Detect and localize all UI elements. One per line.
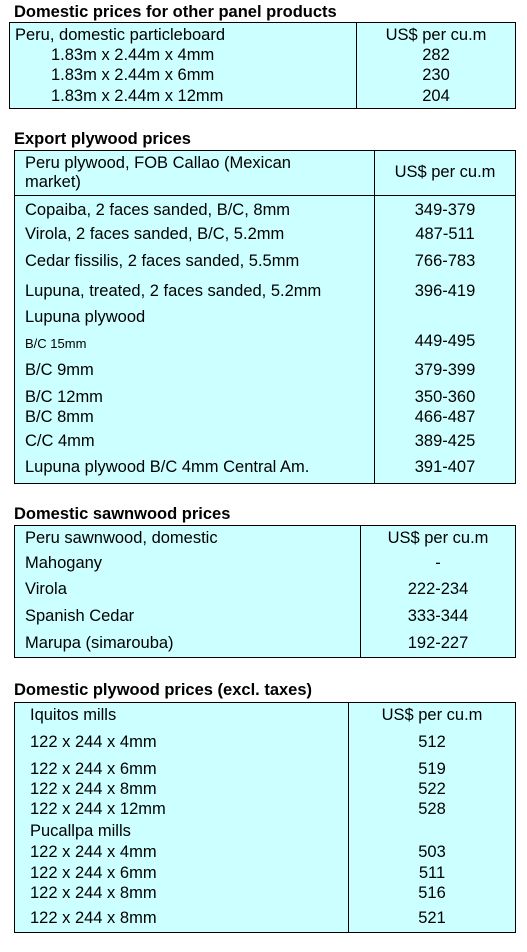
table-row-label: 122 x 244 x 8mm bbox=[30, 884, 157, 902]
table-row-value: 449-495 bbox=[414, 332, 476, 350]
table-row-value: - bbox=[435, 554, 441, 572]
table-row-label: B/C 8mm bbox=[25, 408, 94, 426]
table-header-label: Peru sawnwood, domestic bbox=[25, 529, 218, 547]
table-row-label: 122 x 244 x 8mm bbox=[30, 780, 157, 798]
table-row-value: 396-419 bbox=[414, 282, 476, 300]
table-header-label: Iquitos mills bbox=[30, 706, 117, 724]
table-header-label: Peru plywood, FOB Callao (Mexican bbox=[25, 154, 291, 172]
table-row-label: B/C 9mm bbox=[25, 361, 94, 379]
table-row-label: Pucallpa mills bbox=[30, 822, 131, 840]
table-row-label: Lupuna plywood B/C 4mm Central Am. bbox=[25, 458, 310, 476]
table-header-unit: US$ per cu.m bbox=[385, 26, 487, 44]
table-header-unit: US$ per cu.m bbox=[387, 529, 489, 547]
table-row-label: 122 x 244 x 8mm bbox=[30, 909, 157, 927]
table-row-value: 222-234 bbox=[407, 580, 469, 598]
table-header-label: market) bbox=[25, 173, 81, 191]
table-header-label: Peru, domestic particleboard bbox=[15, 26, 226, 44]
table-row-value: 466-487 bbox=[414, 408, 476, 426]
table-row-label: B/C 12mm bbox=[25, 388, 103, 406]
table-row-label: 122 x 244 x 4mm bbox=[30, 733, 157, 751]
table-row-label: 122 x 244 x 6mm bbox=[30, 864, 157, 882]
table-row-label: 122 x 244 x 12mm bbox=[30, 800, 166, 818]
table-row-value: 512 bbox=[418, 733, 446, 751]
section-title-panel-products: Domestic prices for other panel products bbox=[14, 3, 337, 21]
table-row-value: 389-425 bbox=[414, 432, 476, 450]
table-row-value: 333-344 bbox=[407, 607, 469, 625]
table-row-value: 521 bbox=[418, 909, 446, 927]
domestic-plywood-table bbox=[14, 702, 516, 933]
panel-products-table bbox=[9, 22, 516, 109]
table-row-label: Marupa (simarouba) bbox=[25, 634, 174, 652]
table-row-value: 349-379 bbox=[414, 201, 476, 219]
table-row-value: 487-511 bbox=[415, 225, 475, 243]
table-row-value: 519 bbox=[418, 760, 446, 778]
table-row-value: 230 bbox=[422, 66, 450, 84]
table-row-value: 379-399 bbox=[414, 361, 476, 379]
table-header-unit: US$ per cu.m bbox=[381, 706, 483, 724]
table-row-label: Copaiba, 2 faces sanded, B/C, 8mm bbox=[25, 201, 291, 219]
table-row-label: Mahogany bbox=[25, 554, 103, 572]
table-row-value: 766-783 bbox=[414, 252, 476, 270]
table-row-label: 122 x 244 x 6mm bbox=[30, 760, 157, 778]
sawnwood-table bbox=[14, 525, 516, 658]
table-row-label: 1.83m x 2.44m x 6mm bbox=[51, 66, 215, 84]
table-row-value: 503 bbox=[418, 843, 446, 861]
table-row-value: 282 bbox=[422, 46, 450, 64]
table-row-label: C/C 4mm bbox=[25, 432, 95, 450]
table-row-value: 516 bbox=[418, 884, 446, 902]
table-row-label: Lupuna, treated, 2 faces sanded, 5.2mm bbox=[25, 282, 322, 300]
table-row-label: Spanish Cedar bbox=[25, 607, 135, 625]
table-row-value: 522 bbox=[418, 780, 446, 798]
table-row-label: Virola, 2 faces sanded, B/C, 5.2mm bbox=[25, 225, 285, 243]
section-title-sawnwood: Domestic sawnwood prices bbox=[14, 505, 231, 523]
section-title-domestic-plywood: Domestic plywood prices (excl. taxes) bbox=[14, 681, 313, 699]
table-row-value: 192-227 bbox=[407, 634, 469, 652]
table-row-label: B/C 15mm bbox=[25, 336, 87, 351]
table-row-value: 528 bbox=[418, 800, 446, 818]
export-plywood-table bbox=[14, 150, 516, 484]
table-row-label: 122 x 244 x 4mm bbox=[30, 843, 157, 861]
table-row-label: Cedar fissilis, 2 faces sanded, 5.5mm bbox=[25, 252, 300, 270]
table-row-value: 511 bbox=[418, 864, 446, 882]
header-divider bbox=[15, 195, 515, 196]
table-row-label: Virola bbox=[25, 580, 67, 598]
table-row-label: Lupuna plywood bbox=[25, 308, 146, 326]
table-row-value: 350-360 bbox=[414, 388, 476, 406]
table-row-value: 391-407 bbox=[414, 458, 476, 476]
section-title-export-plywood: Export plywood prices bbox=[14, 130, 191, 148]
table-row-value: 204 bbox=[422, 87, 450, 105]
table-row-label: 1.83m x 2.44m x 12mm bbox=[51, 87, 224, 105]
table-row-label: 1.83m x 2.44m x 4mm bbox=[51, 46, 215, 64]
table-header-unit: US$ per cu.m bbox=[394, 163, 496, 181]
